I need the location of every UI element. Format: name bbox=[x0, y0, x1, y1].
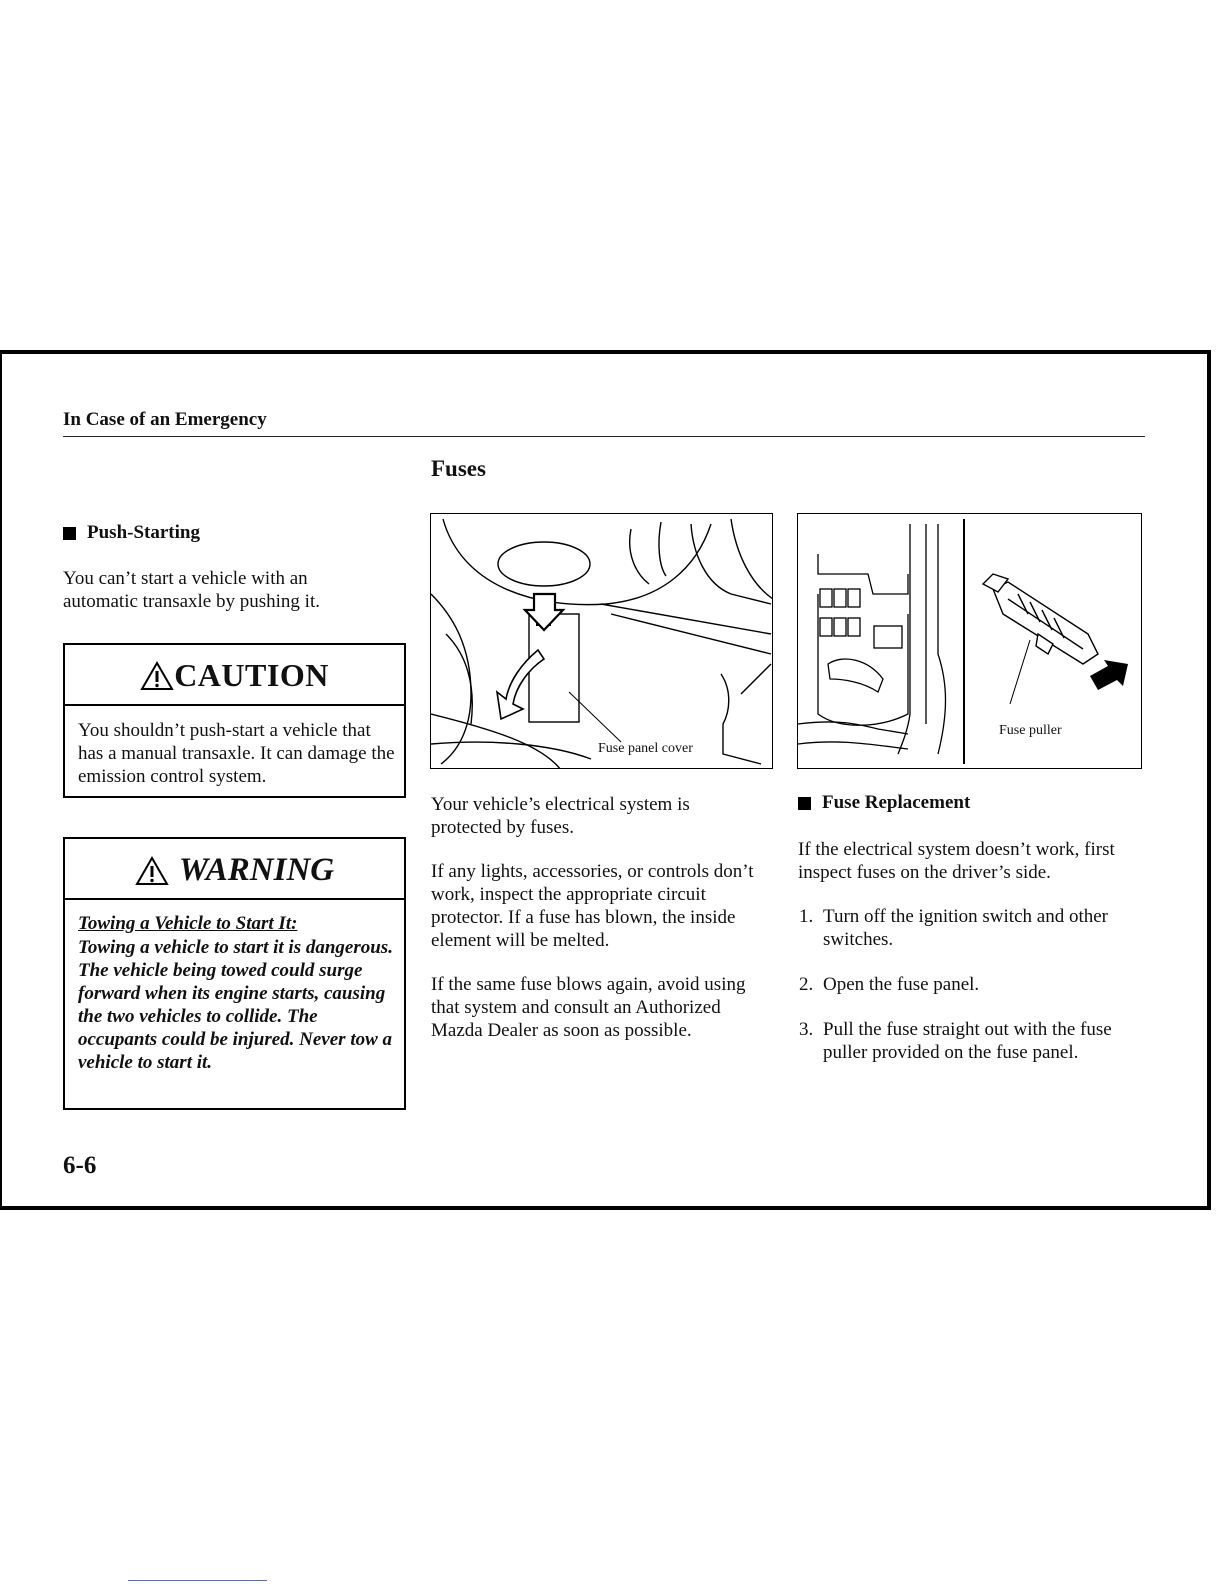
list-item bbox=[799, 905, 1144, 951]
page-number: 6-6 bbox=[63, 1152, 97, 1179]
list-item-number: 1. bbox=[799, 906, 814, 927]
header-rule bbox=[63, 436, 1145, 437]
caution-text: You shouldn’t push-start a vehicle that has a manual transaxle. It can damage the emission control system. bbox=[78, 720, 395, 787]
push-starting-text: You can’t start a vehicle with an automatic transaxle by pushing it. bbox=[63, 568, 320, 612]
bullet-icon bbox=[798, 797, 811, 810]
list-item bbox=[799, 973, 1144, 996]
fuses-paragraph-2: If any lights, accessories, or controls don’t work, inspect the appropriate circuit protector. If a fuse has blown, the inside element will be melted. bbox=[431, 861, 754, 951]
fuse-panel-cover-illustration bbox=[431, 514, 773, 769]
fuse-replacement-intro: If the electrical system doesn’t work, first inspect fuses on the driver’s side. bbox=[798, 839, 1115, 883]
caution-box bbox=[63, 643, 406, 798]
fuse-puller-illustration bbox=[798, 514, 1142, 769]
list-item-text: Pull the fuse straight out with the fuse puller provided on the fuse panel. bbox=[823, 1019, 1112, 1063]
caution-title bbox=[65, 657, 404, 694]
caution-title-label: CAUTION bbox=[174, 657, 329, 693]
list-item bbox=[799, 1018, 1144, 1064]
caution-divider bbox=[65, 704, 404, 706]
page-title: Fuses bbox=[431, 456, 486, 481]
list-item-number: 2. bbox=[799, 974, 814, 995]
warning-title-label: WARNING bbox=[178, 852, 335, 888]
bottom-link-underline bbox=[128, 1580, 267, 1581]
warning-box bbox=[63, 837, 406, 1110]
warning-subtitle: Towing a Vehicle to Start It: bbox=[78, 913, 298, 934]
fuse-panel-cover-figure bbox=[430, 513, 773, 769]
push-starting-heading bbox=[63, 522, 200, 544]
list-item-text: Turn off the ignition switch and other switches. bbox=[823, 906, 1108, 950]
bullet-icon bbox=[63, 527, 76, 540]
fuse-replacement-heading bbox=[798, 792, 970, 814]
section-header: In Case of an Emergency bbox=[63, 409, 267, 430]
warning-title bbox=[65, 852, 404, 889]
fuse-replacement-heading-label: Fuse Replacement bbox=[822, 792, 971, 813]
fuse-puller-label: Fuse puller bbox=[999, 723, 1062, 738]
warning-text: Towing a vehicle to start it is dangerous. The vehicle being towed could surge forward when its engine starts, causing the two vehicles to collide. The occupants could be injured. Never tow a vehicle to start it. bbox=[78, 937, 393, 1073]
warning-triangle-icon bbox=[140, 661, 174, 691]
push-starting-heading-label: Push-Starting bbox=[87, 522, 200, 543]
fuses-paragraph-1: Your vehicle’s electrical system is protected by fuses. bbox=[431, 794, 690, 838]
warning-divider bbox=[65, 898, 404, 900]
fuse-panel-cover-label: Fuse panel cover bbox=[598, 741, 693, 756]
fuse-puller-figure bbox=[797, 513, 1142, 769]
warning-triangle-icon bbox=[135, 856, 169, 886]
fuses-paragraph-3: If the same fuse blows again, avoid using that system and consult an Authorized Mazda Dealer as soon as possible. bbox=[431, 974, 746, 1041]
list-item-number: 3. bbox=[799, 1019, 814, 1040]
list-item-text: Open the fuse panel. bbox=[823, 974, 980, 995]
